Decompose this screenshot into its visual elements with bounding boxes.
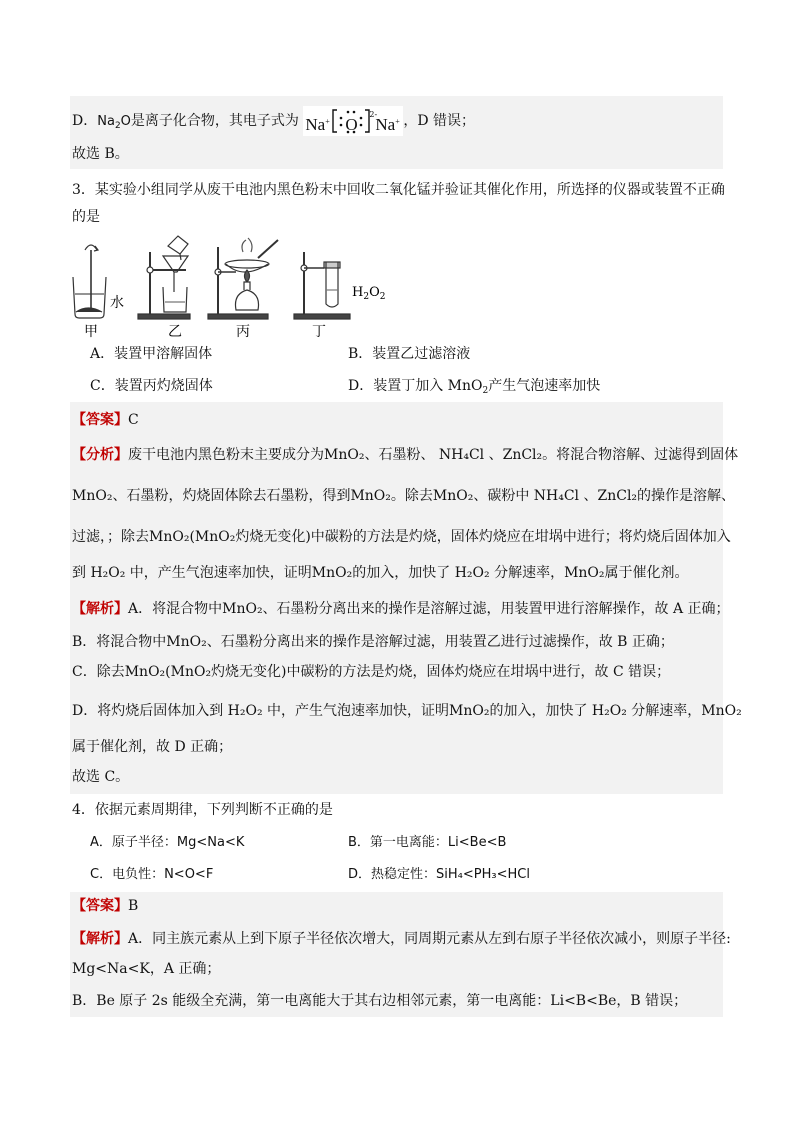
q4-explain-l1: 【解析】A．同主族元素从上到下原子半径依次增大，同周期元素从左到右原子半径依次减小，则原子半径:: [72, 931, 731, 947]
q4-explain-l2: Mg<Na<K，A 正确；: [72, 961, 221, 977]
q2-d-post: ，D 错误；: [403, 113, 476, 129]
q3-option-b: B．装置乙过滤溶液: [348, 346, 471, 362]
q2-d-formula: $Na_2O$: [97, 114, 131, 131]
q4-explain-l3: B．Be 原子 2s 能级全充满，第一电离能大于其右边相邻元素，第一电离能：Li<B<Be，B 错误；: [72, 993, 688, 1009]
q3-answer: 【答案】C: [72, 412, 139, 428]
q3-stem-line1: 3．某实验小组同学从废干电池内黑色粉末中回收二氧化锰并验证其催化作用，所选择的仪器或装置不正确: [72, 182, 725, 198]
q3-explain-l5: 属于催化剂，故 D 正确；: [72, 739, 233, 755]
apparatus-figure: [68, 232, 386, 342]
caption-ding: 丁: [312, 324, 326, 340]
q3-option-a: A．装置甲溶解固体: [90, 346, 213, 362]
q3-explain-l1: 【解析】A．将混合物中MnO₂、石墨粉分离出来的操作是溶解过滤，用装置甲进行溶解操作，故 A 正确；: [72, 601, 730, 617]
q3-explain-l4: D．将灼烧后固体加入到 H₂O₂ 中，产生气泡速率加快，证明MnO₂的加入，加快了 H₂O₂ 分解速率，MnO₂: [72, 703, 742, 719]
q4-option-b: B．第一电离能：Li<Be<B: [348, 835, 507, 850]
apparatus-jia: [73, 245, 106, 318]
q4-option-d: D．热稳定性：SiH₄<PH₃<HCl: [348, 867, 530, 882]
q3-option-c: C．装置丙灼烧固体: [90, 378, 213, 394]
q2-d-text: 是离子化合物，其电子式为: [130, 113, 299, 129]
q3-analysis-l1: 【分析】废干电池内黑色粉末主要成分为MnO₂、石墨粉、 NH₄Cl 、ZnCl₂。将混合物溶解、过滤得到固体: [72, 447, 739, 463]
electron-dot-formula: Na+ O 2- Na+: [303, 106, 403, 136]
q3-option-d: D．装置丁加入 MnO$_2$产生气泡速率加快: [348, 378, 601, 396]
q3-stem-line2: 的是: [72, 209, 100, 225]
q3-explain-l3: C．除去MnO₂(MnO₂灼烧无变化)中碳粉的方法是灼烧，固体灼烧应在坩埚中进行，故 C 错误；: [72, 664, 671, 680]
apparatus-yi: [138, 236, 190, 319]
q3-analysis-l3: 过滤，；除去MnO₂(MnO₂灼烧无变化)中碳粉的方法是灼烧，固体灼烧应在坩埚中进行；将灼烧后固体加入: [72, 529, 731, 545]
q2-conclusion: 故选 B。: [72, 146, 129, 162]
q3-conclusion: 故选 C。: [72, 769, 130, 785]
label-water: 水: [110, 295, 124, 311]
label-h2o2: $H_2O_2$: [352, 285, 386, 302]
caption-jia: 甲: [84, 324, 98, 340]
caption-yi: 乙: [168, 324, 182, 340]
q4-option-c: C．电负性：N<O<F: [90, 867, 214, 882]
q3-analysis-l4: 到 H₂O₂ 中，产生气泡速率加快，证明MnO₂的加入，加快了 H₂O₂ 分解速率，MnO₂属于催化剂。: [72, 565, 689, 581]
apparatus-ding: [294, 252, 350, 319]
q3-explain-l2: B．将混合物中MnO₂、石墨粉分离出来的操作是溶解过滤，用装置乙进行过滤操作，故 B 正确；: [72, 634, 674, 650]
q4-answer: 【答案】B: [72, 898, 139, 914]
caption-bing: 丙: [236, 324, 250, 340]
q4-stem: 4．依据元素周期律，下列判断不正确的是: [72, 802, 333, 818]
q4-option-a: A．原子半径：Mg<Na<K: [90, 835, 245, 850]
q3-analysis-l2: MnO₂、石墨粉，灼烧固体除去石墨粉，得到MnO₂。除去MnO₂、碳粉中 NH₄Cl 、ZnCl₂的操作是溶解、: [72, 488, 736, 504]
apparatus-bing: [208, 238, 278, 319]
q2-d-line: [72, 106, 475, 132]
q2-d-prefix: D．: [72, 113, 98, 129]
